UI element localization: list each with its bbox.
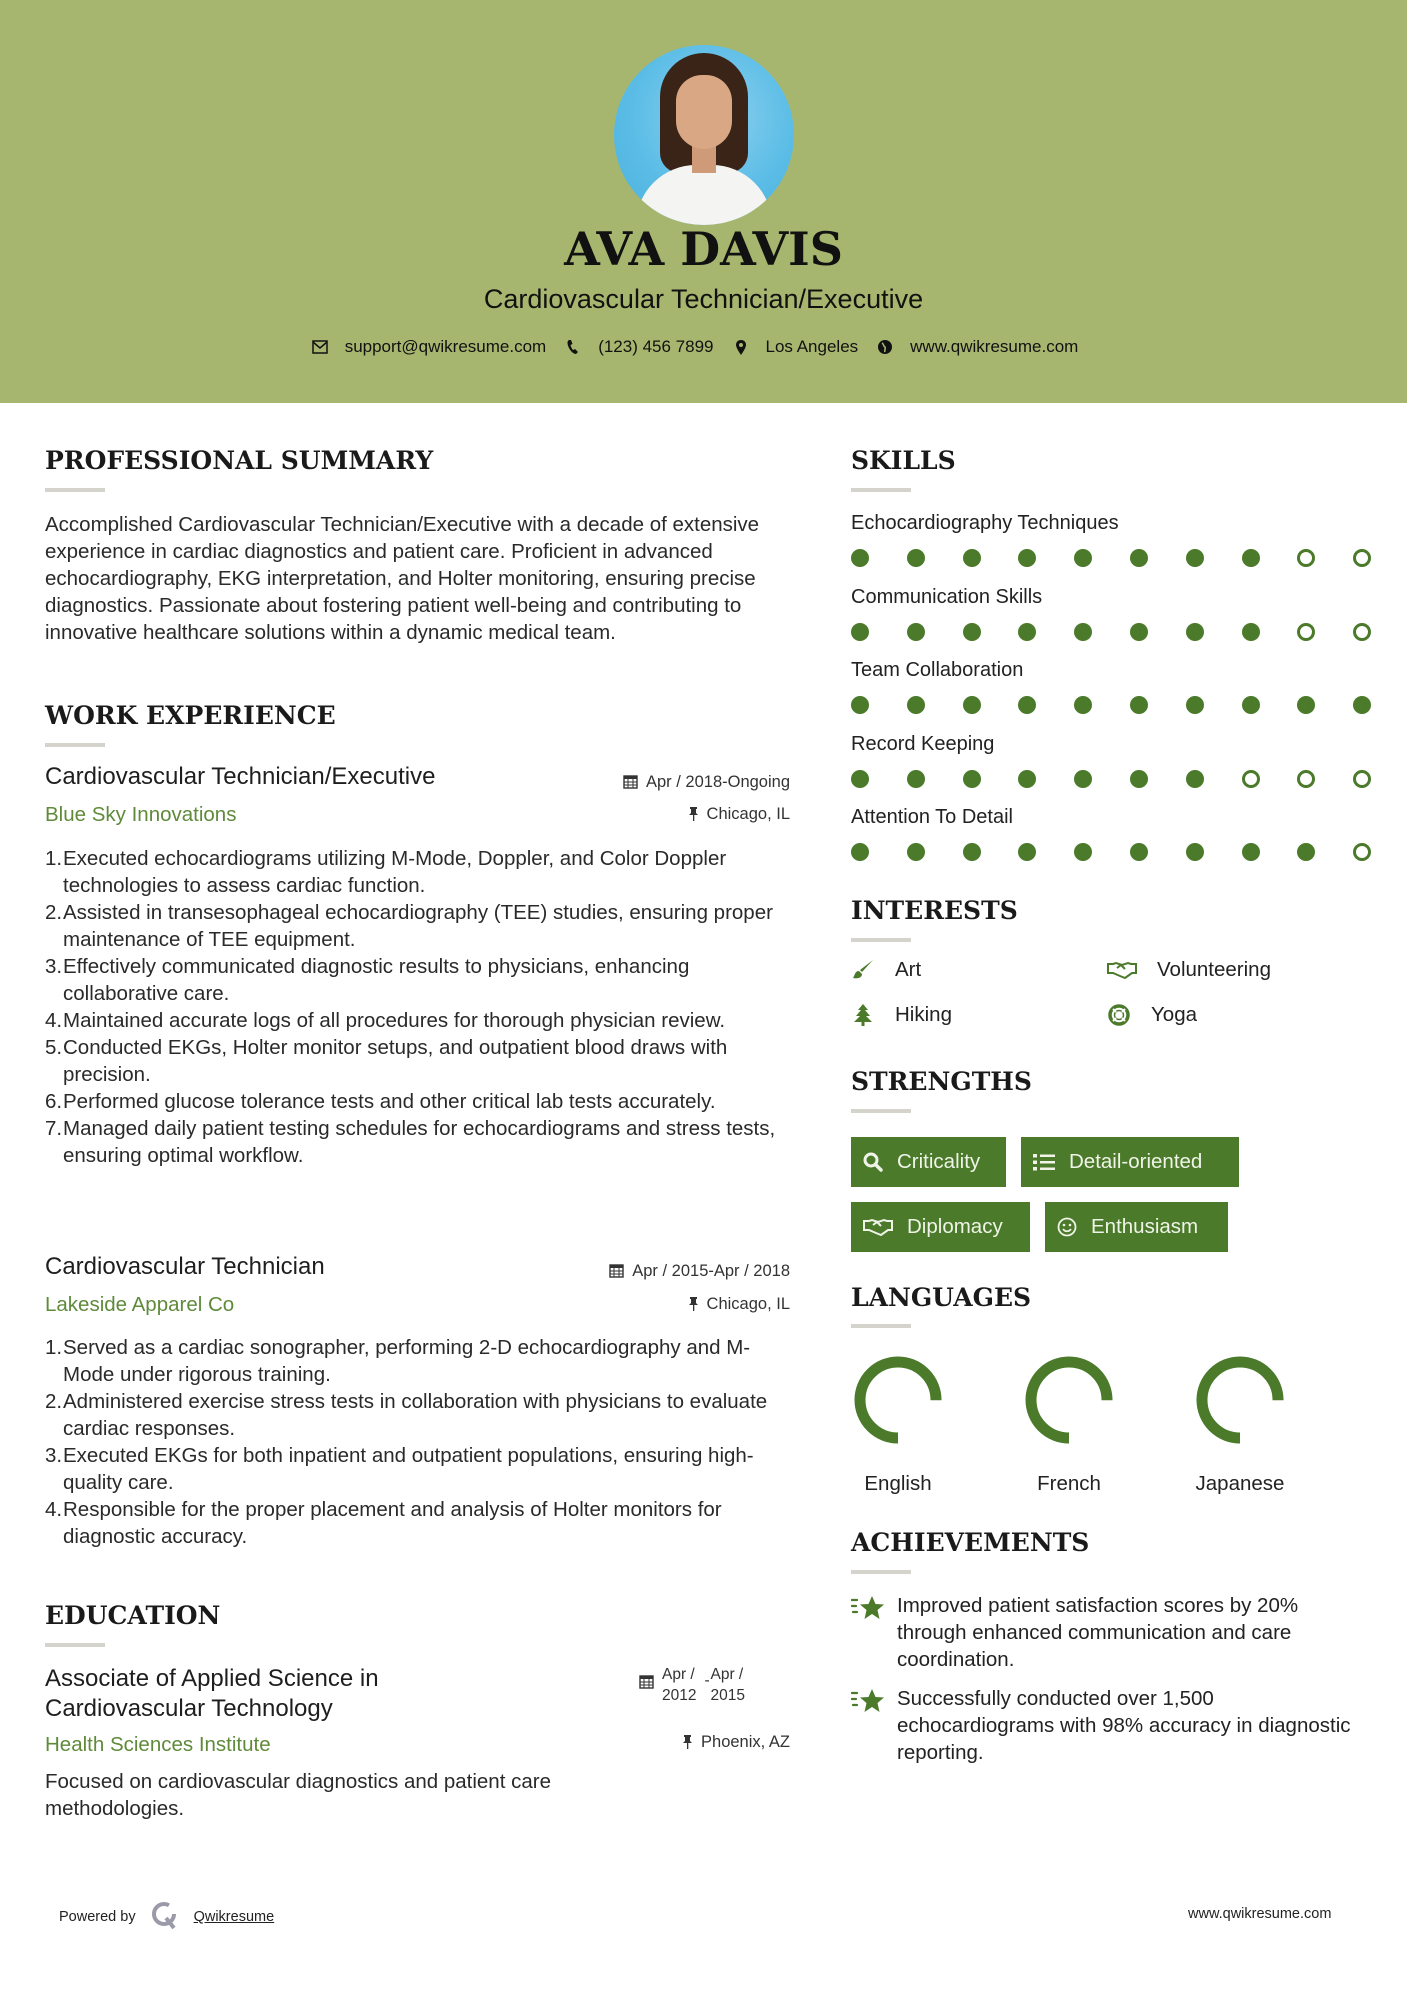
rating-dot-filled [1353, 696, 1371, 714]
rating-dot-filled [1130, 696, 1148, 714]
rating-dot-empty [1353, 623, 1371, 641]
rating-dot-filled [1130, 549, 1148, 567]
rating-dot-filled [1074, 843, 1092, 861]
rating-dot-filled [963, 696, 981, 714]
rating-dot-filled [1018, 770, 1036, 788]
rating-dot-filled [1074, 549, 1092, 567]
list-item: 6. Performed glucose tolerance tests and other critical lab tests accurately. [45, 1090, 716, 1113]
list-item: 3. Effectively communicated diagnostic results to physicians, enhancing collaborative care. [45, 955, 690, 1005]
list-item: 1. Served as a cardiac sonographer, performing 2-D echocardiography and M-Mode under rigorous training. [45, 1336, 751, 1386]
rating-dot-empty [1353, 770, 1371, 788]
section-divider [851, 1324, 911, 1328]
skill-label: Record Keeping [851, 732, 995, 755]
globe-icon [876, 338, 894, 356]
rating-dot-filled [963, 770, 981, 788]
strengths-heading: STRENGTHS [851, 1067, 1032, 1096]
contact-row [0, 337, 1407, 357]
rating-dot-filled [1018, 843, 1036, 861]
list-item: 2. Assisted in transesophageal echocardiography (TEE) studies, ensuring proper maintenance of TEE equipment. [45, 901, 773, 951]
job-location: Chicago, IL [688, 805, 790, 824]
rating-dot-filled [1130, 770, 1148, 788]
company-name: Lakeside Apparel Co [45, 1293, 235, 1316]
rating-dot-filled [1186, 623, 1204, 641]
smile-icon [1057, 1217, 1077, 1237]
contact-location: Los Angeles [732, 337, 859, 357]
job-bullets [45, 1334, 790, 1550]
interest-item-hiking: Hiking [851, 1003, 952, 1027]
rating-dot-filled [1186, 770, 1204, 788]
strength-badge-diplomacy: Diplomacy [851, 1202, 1030, 1252]
skill-label: Attention To Detail [851, 806, 1013, 828]
calendar-icon [609, 1263, 624, 1281]
rating-dot-filled [1018, 549, 1036, 567]
language-name: Japanese [1195, 1472, 1285, 1495]
rating-dot-filled [1018, 623, 1036, 641]
contact-website[interactable]: www.qwikresume.com [876, 337, 1078, 357]
list-item: 4. Responsible for the proper placement and analysis of Holter monitors for diagnostic accuracy. [45, 1498, 722, 1548]
rating-dot-empty [1297, 549, 1315, 567]
rating-dot-filled [851, 549, 869, 567]
resume-header [0, 0, 1407, 403]
pushpin-icon [688, 1296, 699, 1314]
language-name: English [864, 1472, 932, 1495]
pushpin-icon [688, 806, 699, 824]
life-ring-icon [1107, 1004, 1131, 1026]
list-icon [1033, 1153, 1055, 1171]
skill-label: Echocardiography Techniques [851, 512, 1119, 534]
pushpin-icon [682, 1734, 693, 1752]
skill-rating [851, 843, 1371, 861]
star-award-icon [851, 1685, 897, 1766]
achievement-item: Improved patient satisfaction scores by 20% through enhanced communication and care coordination. [851, 1592, 1371, 1673]
summary-text: Accomplished Cardiovascular Technician/Executive with a decade of extensive experience in cardiac diagnostics and patient care. Proficient in advanced echocardiography, EKG interpretation, and Holter monitoring, ensuring precise diagnostics. Passionate about fostering patient well-being and contributing to innovative healthcare solutions within a dynamic medical team. [45, 513, 760, 644]
strength-badge-enthusiasm: Enthusiasm [1045, 1202, 1228, 1252]
achievements-heading: ACHIEVEMENTS [851, 1528, 1090, 1557]
rating-dot-filled [963, 549, 981, 567]
language-item [1185, 1352, 1295, 1496]
rating-dot-filled [851, 843, 869, 861]
candidate-title: Cardiovascular Technician/Executive [483, 284, 924, 314]
interest-item-art: Art [851, 958, 921, 982]
list-item: 2. Administered exercise stress tests in collaboration with physicians to evaluate cardiac responses. [45, 1390, 768, 1440]
rating-dot-filled [963, 623, 981, 641]
section-divider [851, 488, 911, 492]
skill-rating [851, 623, 1371, 641]
rating-dot-filled [1186, 549, 1204, 567]
list-item: 1. Executed echocardiograms utilizing M-Mode, Doppler, and Color Doppler technologies to assess cardiac function. [45, 847, 727, 897]
rating-dot-filled [1242, 623, 1260, 641]
rating-dot-filled [907, 843, 925, 861]
paintbrush-icon [851, 959, 875, 981]
rating-dot-filled [851, 770, 869, 788]
profile-photo [614, 45, 794, 225]
rating-dot-filled [907, 770, 925, 788]
education-dates: Apr / 2012 - Apr / 2015 [639, 1664, 745, 1706]
calendar-icon [639, 1664, 654, 1706]
job-role: Cardiovascular Technician/Executive [45, 763, 436, 790]
calendar-icon [623, 774, 638, 792]
rating-dot-empty [1297, 770, 1315, 788]
rating-dot-filled [1074, 623, 1092, 641]
job-bullets [45, 845, 790, 1169]
rating-dot-filled [1130, 623, 1148, 641]
achievement-item: Successfully conducted over 1,500 echocardiograms with 98% accuracy in diagnostic reporting. [851, 1685, 1371, 1766]
footer-website[interactable]: www.qwikresume.com [1188, 1906, 1332, 1922]
rating-dot-filled [1074, 770, 1092, 788]
job-dates: Apr / 2015-Apr / 2018 [609, 1262, 790, 1281]
skill-rating [851, 696, 1371, 714]
language-progress-ring [1021, 1352, 1117, 1448]
contact-phone[interactable]: (123) 456 7899 [564, 337, 713, 357]
rating-dot-filled [907, 549, 925, 567]
job-dates: Apr / 2018-Ongoing [623, 773, 790, 792]
rating-dot-filled [851, 696, 869, 714]
interest-item-yoga: Yoga [1107, 1003, 1197, 1027]
school-name: Health Sciences Institute [45, 1733, 271, 1756]
rating-dot-filled [1018, 696, 1036, 714]
language-item [843, 1352, 953, 1496]
rating-dot-filled [963, 843, 981, 861]
rating-dot-filled [907, 696, 925, 714]
education-description: Focused on cardiovascular diagnostics and patient care methodologies. [45, 1770, 551, 1820]
strength-badge-detail-oriented: Detail-oriented [1021, 1137, 1239, 1187]
skill-rating [851, 549, 1371, 567]
section-divider [45, 743, 105, 747]
skill-label: Team Collaboration [851, 659, 1024, 681]
languages-heading: LANGUAGES [851, 1283, 1032, 1312]
rating-dot-filled [1297, 843, 1315, 861]
handshake-icon [863, 1218, 893, 1236]
tree-icon [851, 1004, 875, 1026]
company-name: Blue Sky Innovations [45, 803, 237, 826]
rating-dot-filled [1242, 696, 1260, 714]
qwikresume-link[interactable]: Qwikresume [193, 1909, 275, 1925]
summary-heading: PROFESSIONAL SUMMARY [45, 446, 434, 475]
list-item: 3. Executed EKGs for both inpatient and outpatient populations, ensuring high-quality care. [45, 1444, 754, 1494]
interest-item-volunteering: Volunteering [1107, 958, 1271, 982]
handshake-icon [1107, 961, 1137, 979]
rating-dot-empty [1242, 770, 1260, 788]
envelope-icon [311, 338, 329, 356]
qwikresume-logo-icon [150, 1900, 180, 1934]
star-award-icon [851, 1592, 897, 1673]
section-divider [851, 1570, 911, 1574]
list-item: 7. Managed daily patient testing schedules for echocardiograms and stress tests, ensuring optimal workflow. [45, 1117, 776, 1167]
job-location: Chicago, IL [688, 1295, 790, 1314]
education-location: Phoenix, AZ [682, 1733, 790, 1752]
contact-email[interactable]: support@qwikresume.com [311, 337, 547, 357]
rating-dot-empty [1353, 549, 1371, 567]
language-name: French [1037, 1472, 1101, 1495]
rating-dot-filled [851, 623, 869, 641]
rating-dot-filled [1130, 843, 1148, 861]
phone-icon [564, 338, 582, 356]
rating-dot-filled [1186, 696, 1204, 714]
search-icon [863, 1152, 883, 1172]
interests-heading: INTERESTS [851, 896, 1018, 925]
language-progress-ring [850, 1352, 946, 1448]
rating-dot-empty [1353, 843, 1371, 861]
degree-name: Associate of Applied Science in Cardiovascular Technology [45, 1665, 379, 1722]
rating-dot-filled [1186, 843, 1204, 861]
section-divider [45, 488, 105, 492]
section-divider [45, 1643, 105, 1647]
map-marker-icon [732, 338, 750, 356]
language-progress-ring [1192, 1352, 1288, 1448]
experience-heading: WORK EXPERIENCE [45, 701, 336, 730]
job-role: Cardiovascular Technician [45, 1253, 325, 1280]
strength-badge-criticality: Criticality [851, 1137, 1006, 1187]
rating-dot-filled [1297, 696, 1315, 714]
rating-dot-filled [907, 623, 925, 641]
skill-label: Communication Skills [851, 585, 1043, 608]
list-item: 4. Maintained accurate logs of all procedures for thorough physician review. [45, 1009, 726, 1032]
candidate-name: AVA DAVIS [564, 222, 843, 276]
rating-dot-filled [1242, 549, 1260, 567]
rating-dot-filled [1074, 696, 1092, 714]
education-heading: EDUCATION [45, 1601, 221, 1630]
rating-dot-filled [1242, 843, 1260, 861]
skill-rating [851, 770, 1371, 788]
skills-heading: SKILLS [851, 446, 956, 475]
footer-powered-by: Powered by Qwikresume [59, 1900, 274, 1934]
section-divider [851, 1109, 911, 1113]
language-item [1014, 1352, 1124, 1496]
rating-dot-empty [1297, 623, 1315, 641]
list-item: 5. Conducted EKGs, Holter monitor setups, and outpatient blood draws with precision. [45, 1036, 728, 1086]
section-divider [851, 938, 911, 942]
